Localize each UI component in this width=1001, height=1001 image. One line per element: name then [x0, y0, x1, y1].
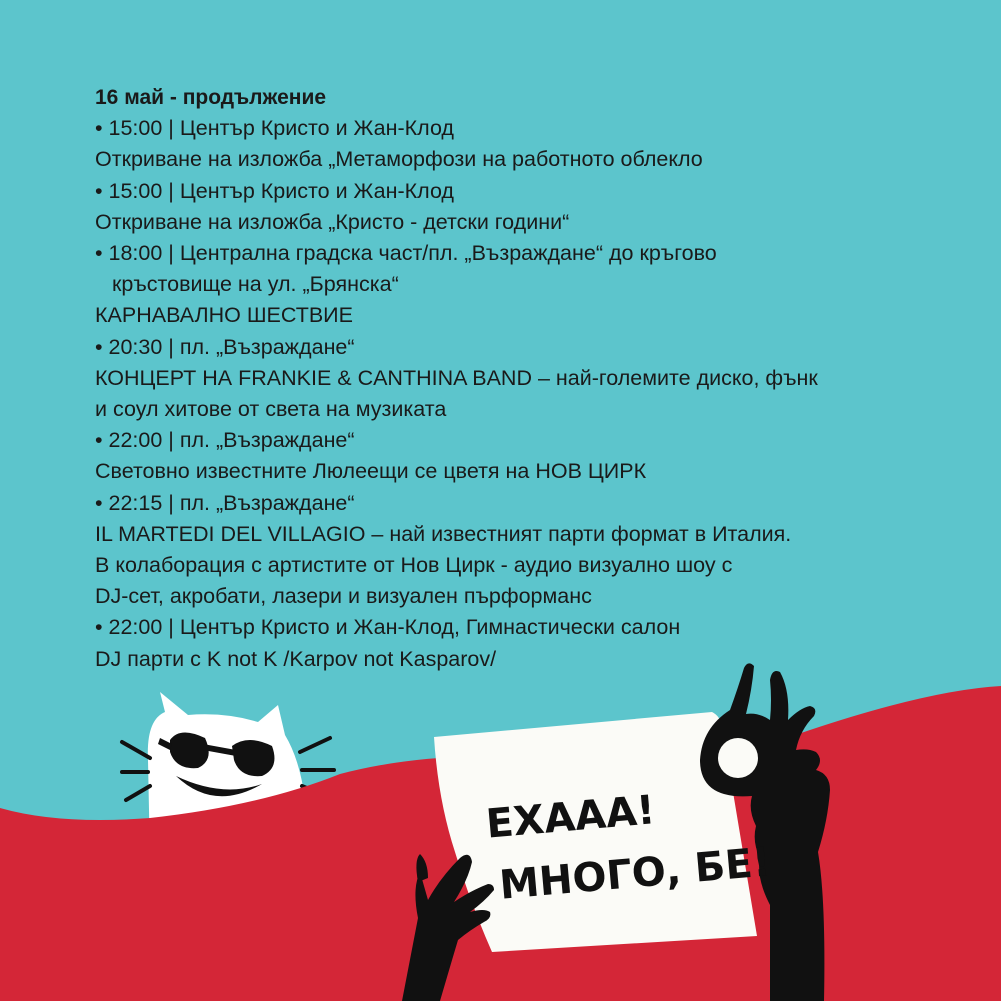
sign-text-line1: ЕХААА!: [484, 787, 657, 848]
program-line: DJ-сет, акробати, лазери и визуален пърформанс: [95, 584, 592, 609]
program-heading: 16 май - продължение: [95, 86, 327, 109]
program-line: КАРНАВАЛНО ШЕСТВИЕ: [95, 303, 353, 328]
program-line: • 22:00 | пл. „Възраждане“: [95, 428, 355, 453]
program-line: • 22:15 | пл. „Възраждане“: [95, 490, 355, 515]
program-line: • 22:00 | Център Кристо и Жан-Клод, Гимнастически салон: [95, 615, 681, 640]
program-line: • 15:00 | Център Кристо и Жан-Клод: [95, 178, 454, 203]
program-line: • 15:00 | Център Кристо и Жан-Клод: [95, 116, 454, 141]
program-line: • 20:30 | пл. „Възраждане“: [95, 334, 355, 359]
program-line: и соул хитове от света на музиката: [95, 397, 447, 422]
program-line: кръстовище на ул. „Брянска“: [112, 272, 399, 297]
program-line: Световно известните Люлеещи се цветя на НОВ ЦИРК: [95, 459, 647, 484]
program-line: IL MARTEDI DEL VILLAGIO – най известният парти формат в Италия.: [95, 521, 792, 546]
program-line: DJ парти с K not K /Karpov not Kasparov/: [95, 646, 497, 671]
program-text-block: [95, 82, 975, 675]
sign-text-line2: МНОГО, БЕ!: [497, 839, 773, 909]
program-line: В колаборация с артистите от Нов Цирк - аудио визуално шоу с: [95, 553, 733, 578]
program-line: Откриване на изложба „Метаморфози на работното облекло: [95, 147, 703, 172]
program-line: КОНЦЕРТ НА FRANKIE & CANTHINA BAND – най-големите диско, фънк: [95, 365, 818, 390]
program-line: • 18:00 | Централна градска част/пл. „Възраждане“ до кръгово: [95, 241, 717, 266]
program-line: Откриване на изложба „Кристо - детски години“: [95, 209, 570, 234]
